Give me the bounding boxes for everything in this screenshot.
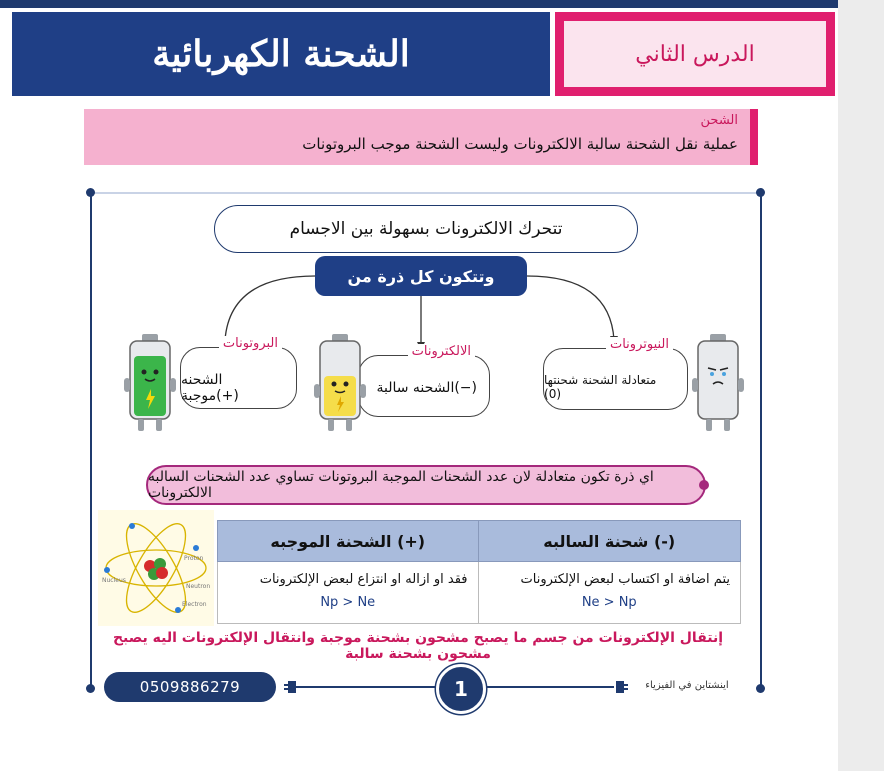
- phone-number: 0509886279: [104, 672, 276, 702]
- note-bullet-dot: [699, 480, 709, 490]
- neutrons-text: متعادلة الشحنة شحنتها (0): [544, 373, 657, 401]
- neutral-atom-note: اي ذرة تكون متعادلة لان عدد الشحنات الموجبة البروتونات تساوي عدد الشحنات السالبه الالكترونات: [146, 465, 706, 505]
- neutrons-callout: [543, 337, 688, 410]
- electrons-move-pill: تتحرك الالكترونات بسهولة بين الاجسام: [214, 205, 638, 253]
- plug-icon: [284, 679, 300, 695]
- yellow-battery-icon: [312, 334, 368, 432]
- negative-charge-header: شحنة السالبه (-): [478, 521, 741, 562]
- protons-title: البروتونات: [219, 336, 282, 351]
- definition-text: عملية نقل الشحنة سالبة الالكترونات وليست الشحنة موجب البروتونات: [302, 135, 738, 153]
- brand-label: اينشتاين في الفيزياء: [645, 680, 729, 691]
- definition-title: الشحن: [700, 113, 738, 128]
- page-number: 1: [436, 664, 486, 714]
- positive-charge-cell: [218, 562, 479, 624]
- protons-text: الشحنه موجبة(+): [181, 372, 239, 404]
- atom-label-neutron: Neutron: [186, 583, 211, 590]
- electrons-text: الشحنه سالبة(−): [376, 380, 477, 396]
- neutrons-title: النيوترونات: [606, 337, 673, 352]
- positive-charge-text: فقد او ازاله او انتزاع لبعض الإلكترونات: [259, 572, 468, 587]
- footer-line-left: [296, 686, 436, 688]
- electrons-callout: [358, 344, 490, 417]
- lesson-number: الدرس الثاني: [564, 21, 826, 87]
- positive-charge-relation: Np > Ne: [320, 595, 376, 610]
- negative-charge-cell: [478, 562, 741, 624]
- lesson-title: الشحنة الكهربائية: [12, 12, 550, 96]
- protons-callout: [180, 336, 297, 409]
- electrons-title: الالكترونات: [408, 344, 475, 359]
- atom-label-electron: Electron: [182, 601, 207, 608]
- green-battery-icon: [122, 334, 178, 432]
- negative-charge-relation: Ne > Np: [581, 595, 637, 610]
- charge-transfer-note: إنتقال الإلكترونات من جسم ما يصبح مشحون بشحنة موجبة وانتقال الإلكترونات اليه يصبح مشحون بشحنة سالبة: [112, 630, 724, 662]
- atom-consists-pill: وتتكون كل ذرة من: [315, 256, 527, 296]
- atom-diagram-icon: [98, 510, 214, 626]
- charge-comparison-table: [217, 520, 741, 624]
- empty-battery-icon: [690, 334, 746, 432]
- atom-label-nucleus: Nucleus: [102, 577, 126, 584]
- positive-charge-header: الشحنة الموجبه (+): [218, 521, 479, 562]
- atom-label-proton: Proton: [184, 555, 204, 562]
- negative-charge-text: يتم اضافة او اكتساب لبعض الإلكترونات: [520, 572, 730, 587]
- arrow-to-protons: [225, 276, 315, 340]
- footer-line-right: [480, 686, 614, 688]
- arrow-to-neutrons: [527, 276, 614, 340]
